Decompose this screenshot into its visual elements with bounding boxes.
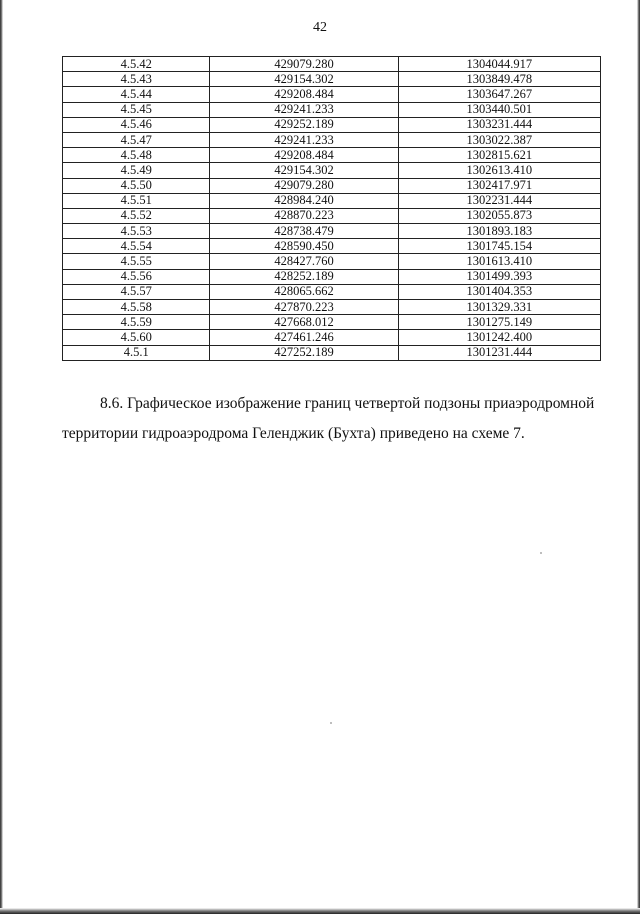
y-coordinate-cell: 1302815.621 bbox=[398, 148, 600, 163]
point-number-cell: 4.5.44 bbox=[63, 87, 210, 102]
section-paragraph bbox=[62, 389, 602, 449]
point-number-cell: 4.5.56 bbox=[63, 269, 210, 284]
scan-speck bbox=[330, 722, 332, 724]
point-number-cell: 4.5.60 bbox=[63, 330, 210, 345]
point-number-cell: 4.5.57 bbox=[63, 284, 210, 299]
x-coordinate-cell: 428984.240 bbox=[210, 193, 398, 208]
y-coordinate-cell: 1303231.444 bbox=[398, 117, 600, 132]
table-row bbox=[63, 224, 601, 239]
point-number-cell: 4.5.1 bbox=[63, 345, 210, 360]
coordinates-table bbox=[62, 56, 601, 361]
y-coordinate-cell: 1301242.400 bbox=[398, 330, 600, 345]
page-number: 42 bbox=[313, 20, 327, 35]
x-coordinate-cell: 428252.189 bbox=[210, 269, 398, 284]
y-coordinate-cell: 1301893.183 bbox=[398, 224, 600, 239]
y-coordinate-cell: 1303022.387 bbox=[398, 132, 600, 147]
x-coordinate-cell: 429252.189 bbox=[210, 117, 398, 132]
table-row bbox=[63, 239, 601, 254]
table-row bbox=[63, 208, 601, 223]
point-number-cell: 4.5.42 bbox=[63, 57, 210, 72]
x-coordinate-cell: 429208.484 bbox=[210, 148, 398, 163]
y-coordinate-cell: 1302055.873 bbox=[398, 208, 600, 223]
paragraph-line-1: 8.6. Графическое изображение границ четвертой подзоны приаэродромной bbox=[100, 395, 595, 412]
x-coordinate-cell: 428738.479 bbox=[210, 224, 398, 239]
y-coordinate-cell: 1302613.410 bbox=[398, 163, 600, 178]
x-coordinate-cell: 429079.280 bbox=[210, 178, 398, 193]
x-coordinate-cell: 427461.246 bbox=[210, 330, 398, 345]
x-coordinate-cell: 429208.484 bbox=[210, 87, 398, 102]
x-coordinate-cell: 429154.302 bbox=[210, 72, 398, 87]
table-row bbox=[63, 163, 601, 178]
y-coordinate-cell: 1301231.444 bbox=[398, 345, 600, 360]
point-number-cell: 4.5.46 bbox=[63, 117, 210, 132]
table-row bbox=[63, 269, 601, 284]
y-coordinate-cell: 1303440.501 bbox=[398, 102, 600, 117]
table-row bbox=[63, 193, 601, 208]
scan-edge-bottom bbox=[0, 908, 640, 914]
scan-speck bbox=[540, 552, 542, 554]
table-row bbox=[63, 178, 601, 193]
point-number-cell: 4.5.47 bbox=[63, 132, 210, 147]
x-coordinate-cell: 428065.662 bbox=[210, 284, 398, 299]
y-coordinate-cell: 1302231.444 bbox=[398, 193, 600, 208]
table-row bbox=[63, 315, 601, 330]
table-row bbox=[63, 132, 601, 147]
point-number-cell: 4.5.54 bbox=[63, 239, 210, 254]
point-number-cell: 4.5.58 bbox=[63, 300, 210, 315]
point-number-cell: 4.5.48 bbox=[63, 148, 210, 163]
y-coordinate-cell: 1302417.971 bbox=[398, 178, 600, 193]
y-coordinate-cell: 1301499.393 bbox=[398, 269, 600, 284]
table-row bbox=[63, 87, 601, 102]
table-row bbox=[63, 254, 601, 269]
x-coordinate-cell: 428870.223 bbox=[210, 208, 398, 223]
y-coordinate-cell: 1303647.267 bbox=[398, 87, 600, 102]
point-number-cell: 4.5.53 bbox=[63, 224, 210, 239]
paragraph-line-2: территории гидроаэродрома Геленджик (Бухта) приведено на схеме 7. bbox=[62, 425, 525, 442]
x-coordinate-cell: 429154.302 bbox=[210, 163, 398, 178]
coordinates-table-body bbox=[63, 57, 601, 361]
point-number-cell: 4.5.49 bbox=[63, 163, 210, 178]
point-number-cell: 4.5.50 bbox=[63, 178, 210, 193]
y-coordinate-cell: 1303849.478 bbox=[398, 72, 600, 87]
y-coordinate-cell: 1301613.410 bbox=[398, 254, 600, 269]
y-coordinate-cell: 1304044.917 bbox=[398, 57, 600, 72]
table-row bbox=[63, 102, 601, 117]
point-number-cell: 4.5.52 bbox=[63, 208, 210, 223]
y-coordinate-cell: 1301329.331 bbox=[398, 300, 600, 315]
scan-edge-left bbox=[0, 0, 3, 914]
point-number-cell: 4.5.59 bbox=[63, 315, 210, 330]
y-coordinate-cell: 1301404.353 bbox=[398, 284, 600, 299]
table-row bbox=[63, 345, 601, 360]
point-number-cell: 4.5.45 bbox=[63, 102, 210, 117]
table-row bbox=[63, 117, 601, 132]
point-number-cell: 4.5.51 bbox=[63, 193, 210, 208]
table-row bbox=[63, 57, 601, 72]
x-coordinate-cell: 427870.223 bbox=[210, 300, 398, 315]
point-number-cell: 4.5.55 bbox=[63, 254, 210, 269]
x-coordinate-cell: 429241.233 bbox=[210, 102, 398, 117]
x-coordinate-cell: 427668.012 bbox=[210, 315, 398, 330]
x-coordinate-cell: 429079.280 bbox=[210, 57, 398, 72]
table-row bbox=[63, 300, 601, 315]
y-coordinate-cell: 1301275.149 bbox=[398, 315, 600, 330]
x-coordinate-cell: 427252.189 bbox=[210, 345, 398, 360]
y-coordinate-cell: 1301745.154 bbox=[398, 239, 600, 254]
table-row bbox=[63, 148, 601, 163]
table-row bbox=[63, 284, 601, 299]
point-number-cell: 4.5.43 bbox=[63, 72, 210, 87]
table-row bbox=[63, 330, 601, 345]
x-coordinate-cell: 428590.450 bbox=[210, 239, 398, 254]
x-coordinate-cell: 428427.760 bbox=[210, 254, 398, 269]
x-coordinate-cell: 429241.233 bbox=[210, 132, 398, 147]
table-row bbox=[63, 72, 601, 87]
